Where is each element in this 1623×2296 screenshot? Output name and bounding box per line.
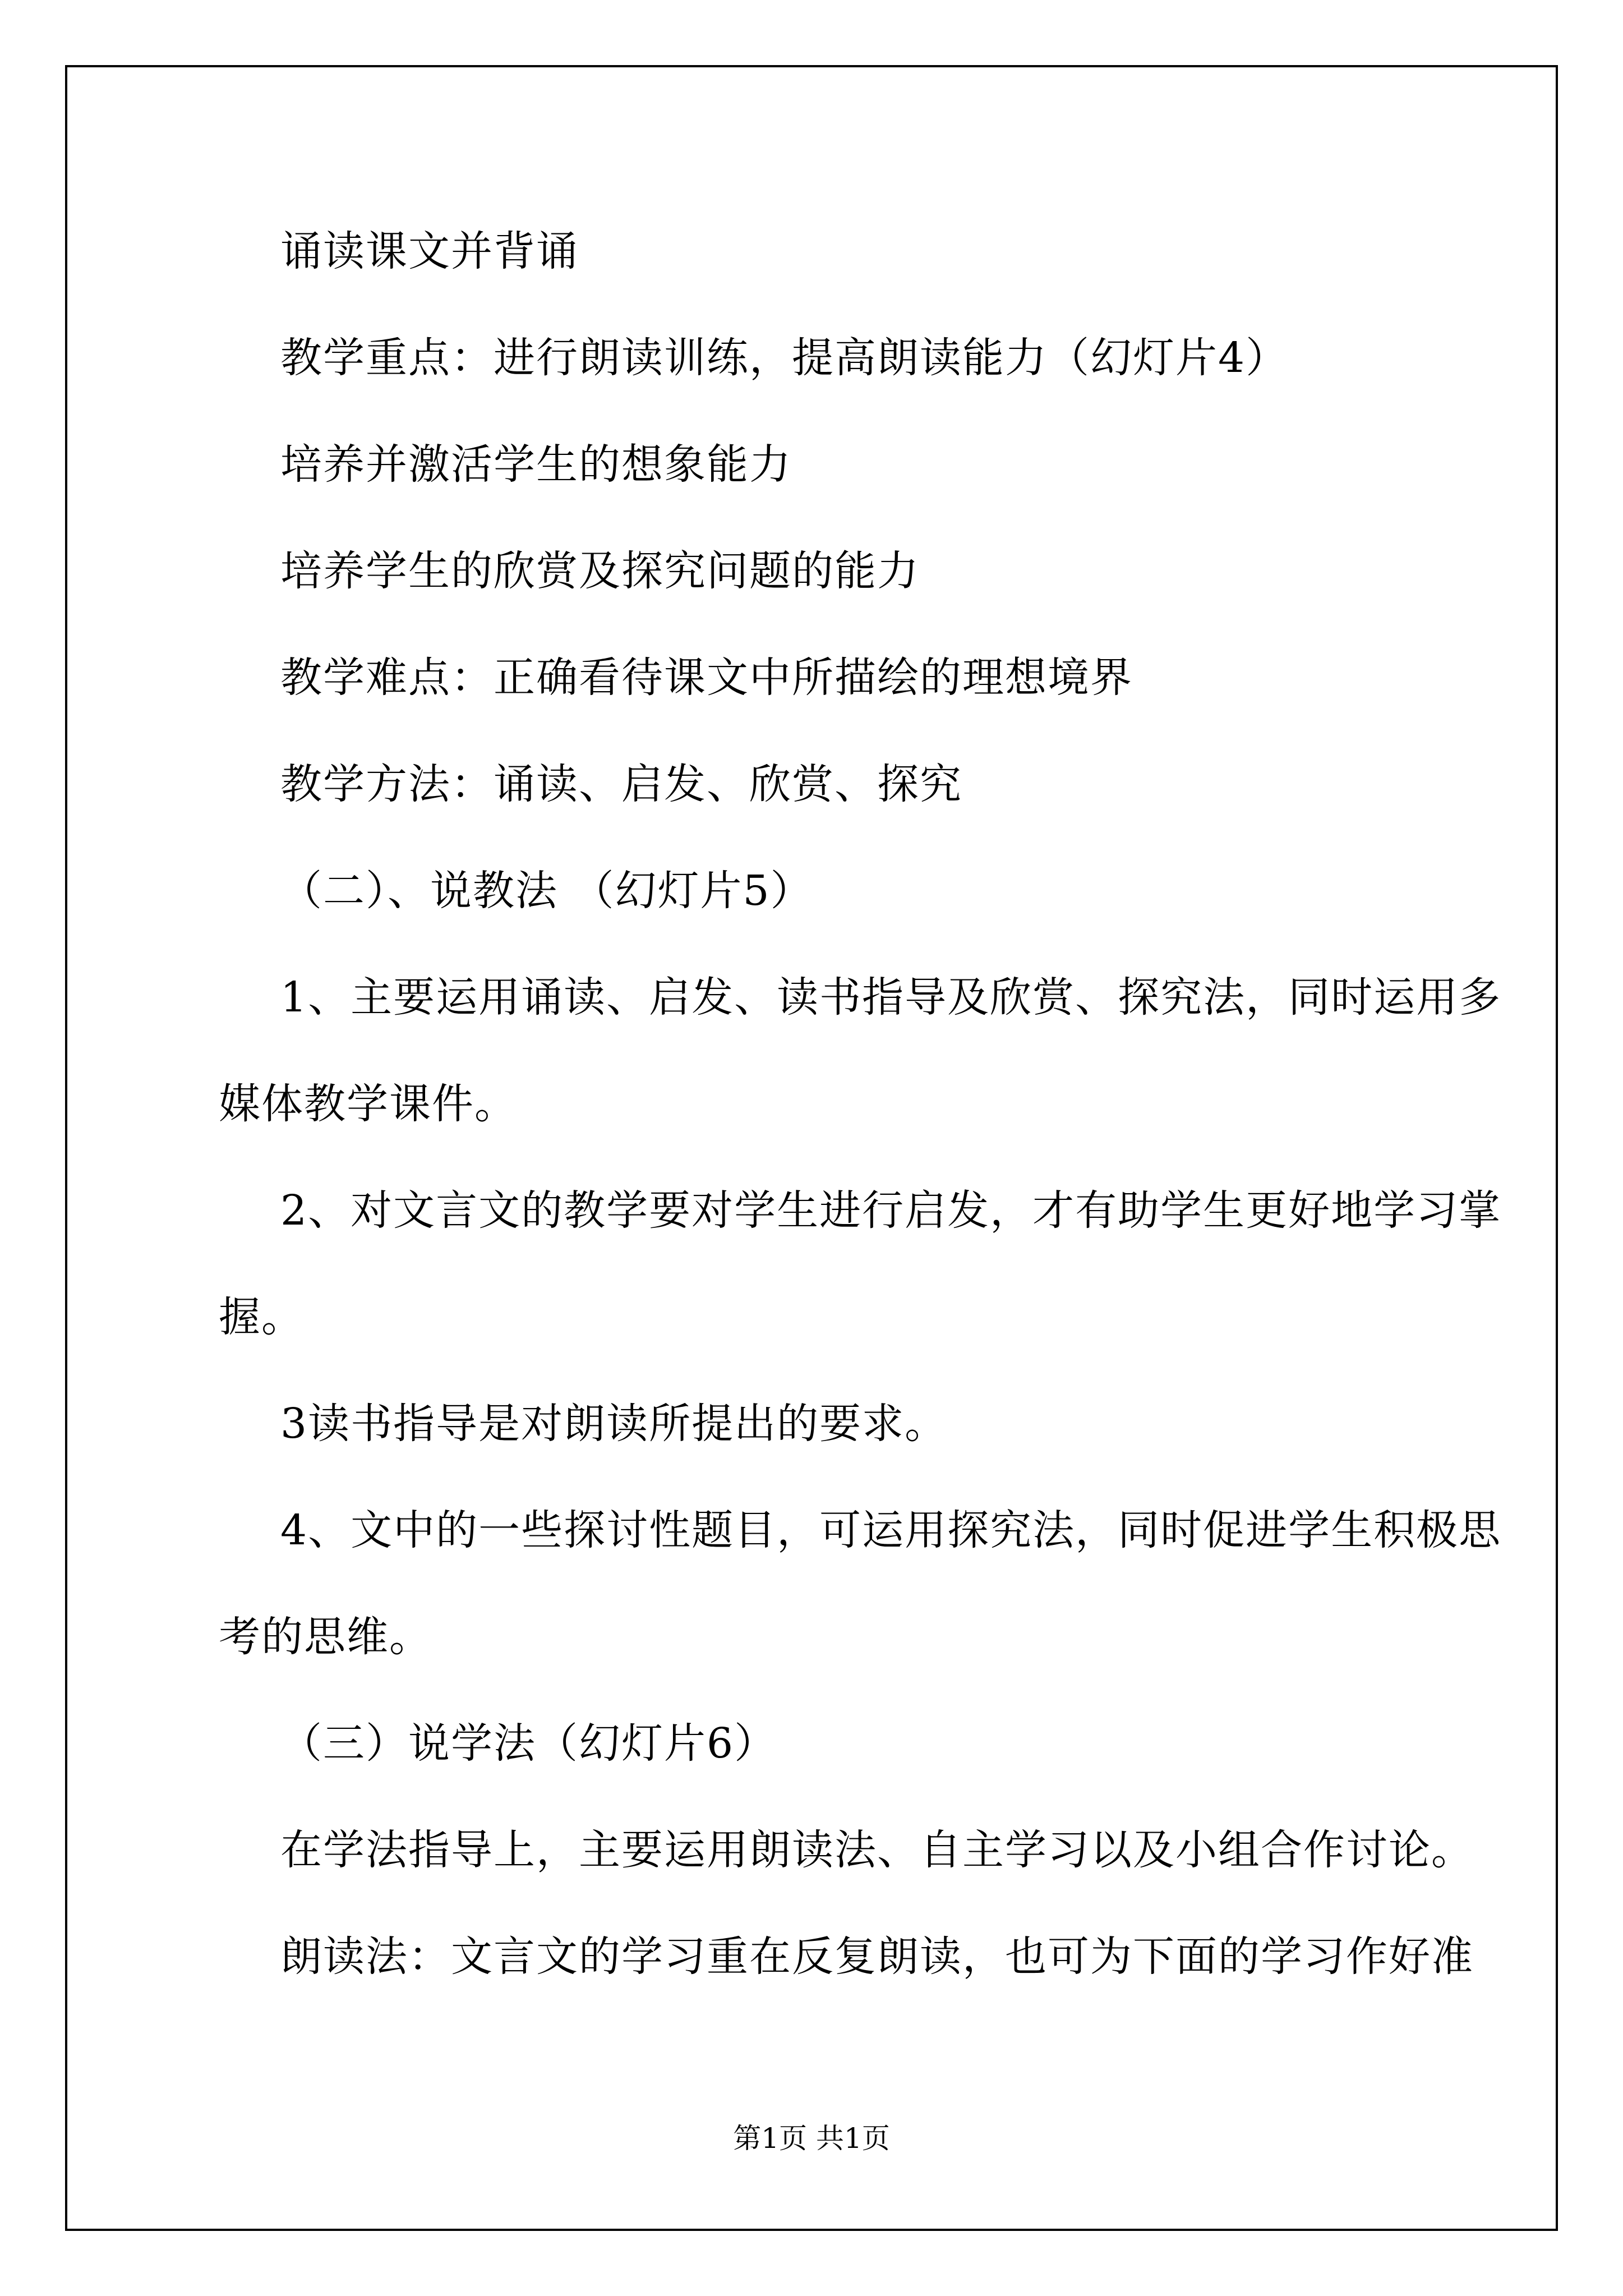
page-footer: 第1页 共1页 [733, 2122, 890, 2155]
text-line: 教学难点：正确看待课文中所描绘的理想境界 [280, 654, 1133, 702]
text-line: 在学法指导上，主要运用朗读法、自主学习以及小组合作讨论。 [280, 1826, 1474, 1874]
text-line: 培养学生的欣赏及探究问题的能力 [280, 547, 920, 595]
section-heading: （二）、说教法 （幻灯片5） [280, 867, 813, 915]
text-line: 考的思维。 [219, 1613, 432, 1661]
page-border [65, 65, 1558, 2231]
text-line: 媒体教学课件。 [219, 1080, 517, 1128]
text-line: 4、文中的一些探讨性题目，可运用探究法，同时促进学生积极思 [280, 1506, 1502, 1554]
text-line: 2、对文言文的教学要对学生进行启发，才有助学生更好地学习掌 [280, 1186, 1502, 1235]
section-heading: （三）说学法（幻灯片6） [280, 1719, 777, 1768]
text-line: 1、主要运用诵读、启发、读书指导及欣赏、探究法，同时运用多 [280, 973, 1502, 1022]
text-line: 诵读课文并背诵 [280, 227, 579, 275]
text-line: 教学重点：进行朗读训练，提高朗读能力（幻灯片4） [280, 334, 1289, 382]
text-line: 3读书指导是对朗读所提出的要求。 [280, 1400, 948, 1448]
text-line: 教学方法：诵读、启发、欣赏、探究 [280, 760, 962, 808]
text-line: 培养并激活学生的想象能力 [280, 440, 792, 489]
text-line: 握。 [219, 1293, 304, 1341]
text-line: 朗读法：文言文的学习重在反复朗读，也可为下面的学习作好准 [280, 1932, 1474, 1981]
